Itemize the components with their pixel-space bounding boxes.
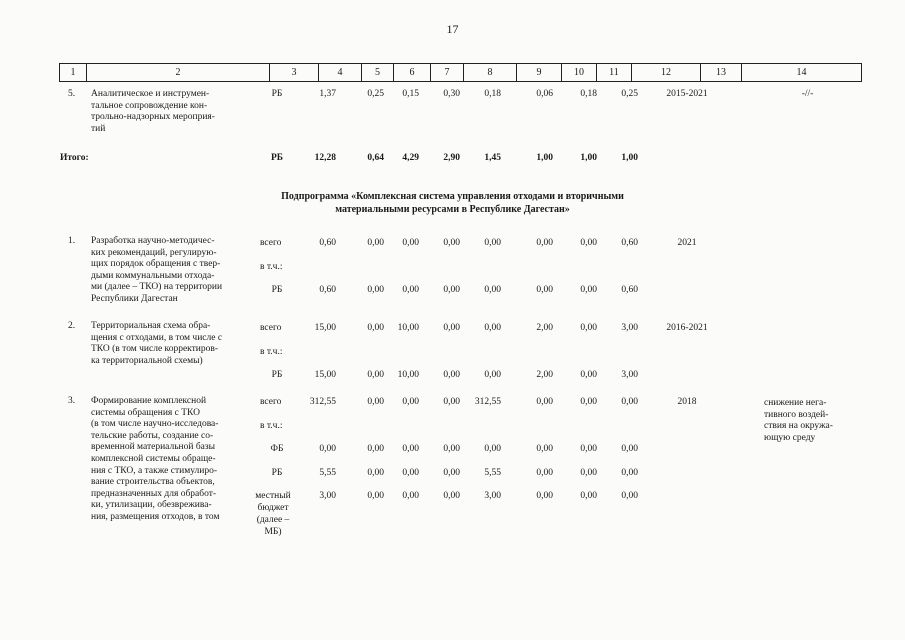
value-cell: 0,00 <box>443 468 460 478</box>
value-cell: 0,60 <box>319 285 336 295</box>
value-cell: 3,00 <box>621 323 638 333</box>
value-cell: 0,00 <box>580 397 597 407</box>
value-cell: 0,00 <box>402 444 419 454</box>
row-number: 3. <box>68 396 76 406</box>
value-cell: 0,00 <box>367 370 384 380</box>
value-cell: 0,00 <box>580 285 597 295</box>
value-cell: 0,00 <box>580 468 597 478</box>
value-cell: 10,00 <box>397 370 419 380</box>
value-cell: 0,00 <box>367 323 384 333</box>
value-cell: 0,00 <box>367 397 384 407</box>
value-cell: 0,00 <box>367 238 384 248</box>
value-cell: 0,00 <box>536 468 553 478</box>
row-label: всего <box>260 238 282 248</box>
value-cell: 0,00 <box>367 468 384 478</box>
value-cell: 0,00 <box>443 323 460 333</box>
value-cell: 12,28 <box>314 153 336 163</box>
row-number: 2. <box>68 321 76 331</box>
value-cell: 0,00 <box>484 370 501 380</box>
value-cell: 0,00 <box>536 238 553 248</box>
value-cell: 0,00 <box>580 444 597 454</box>
column-header: 9 <box>517 64 562 82</box>
row-number: 5. <box>68 89 76 99</box>
row-description: Аналитическое и инструмен- тальное сопровождение кон- трольно-надзорных мероприя- тий <box>91 89 215 134</box>
value-cell: 2,00 <box>536 370 553 380</box>
value-cell: 0,00 <box>443 397 460 407</box>
value-cell: 0,18 <box>580 89 597 99</box>
value-cell: 0,00 <box>402 285 419 295</box>
value-cell: 3,00 <box>621 370 638 380</box>
value-cell: 0,60 <box>621 238 638 248</box>
value-cell: 0,00 <box>536 444 553 454</box>
row-label: РБ <box>271 468 283 478</box>
row-description: Формирование комплексной системы обращения с ТКО (в том числе научно-исследова- тельские работы, создание со- временной материальной базы комплексной системы обраще- ния с ТКО, а также стимулиро- вание строительства объектов, предназначенных для обработ- ки, утилизации, обезврежива- ния, размещения отходов, в том <box>91 396 220 522</box>
value-cell: 0,00 <box>367 285 384 295</box>
value-cell: 0,00 <box>443 285 460 295</box>
value-cell: 312,55 <box>474 397 501 407</box>
value-cell: 1,45 <box>484 153 501 163</box>
result: -//- <box>801 89 814 99</box>
row-label: местный бюджет (далее – МБ) <box>255 491 291 537</box>
value-cell: 1,37 <box>319 89 336 99</box>
column-header: 8 <box>464 64 517 82</box>
column-header: 6 <box>394 64 431 82</box>
column-header: 14 <box>742 64 862 82</box>
value-cell: 0,00 <box>443 370 460 380</box>
value-cell: 0,00 <box>443 444 460 454</box>
value-cell: 5,55 <box>484 468 501 478</box>
value-cell: 15,00 <box>314 370 336 380</box>
funding-source: РБ <box>270 153 284 163</box>
value-cell: 0,00 <box>484 444 501 454</box>
value-cell: 0,60 <box>621 285 638 295</box>
value-cell: 0,00 <box>367 491 384 501</box>
period: 2018 <box>677 397 697 407</box>
value-cell: 0,00 <box>621 444 638 454</box>
column-header: 11 <box>597 64 632 82</box>
total-label: Итого: <box>60 153 89 163</box>
value-cell: 0,30 <box>443 89 460 99</box>
value-cell: 0,18 <box>484 89 501 99</box>
value-cell: 1,00 <box>536 153 553 163</box>
column-header: 4 <box>319 64 362 82</box>
value-cell: 0,00 <box>443 238 460 248</box>
result: снижение нега- тивного воздей- ствия на окружа- ющую среду <box>764 398 833 443</box>
value-cell: 0,00 <box>402 491 419 501</box>
value-cell: 2,90 <box>443 153 460 163</box>
value-cell: 0,00 <box>621 468 638 478</box>
value-cell: 312,55 <box>309 397 336 407</box>
row-description: Разработка научно-методичес- ких рекомендаций, регулирую- щих порядок обращения с твер- дыми коммунальными отхода- ми (далее – ТКО) на территории Республики Дагестан <box>91 236 223 304</box>
row-label: ФБ <box>270 444 284 454</box>
row-label: РБ <box>271 370 283 380</box>
column-header: 2 <box>87 64 270 82</box>
value-cell: 0,00 <box>484 285 501 295</box>
value-cell: 0,00 <box>402 238 419 248</box>
row-label: в т.ч.: <box>260 421 283 431</box>
column-header: 10 <box>562 64 597 82</box>
value-cell: 2,00 <box>536 323 553 333</box>
row-label: РБ <box>271 285 283 295</box>
value-cell: 3,00 <box>319 491 336 501</box>
value-cell: 10,00 <box>397 323 419 333</box>
value-cell: 5,55 <box>319 468 336 478</box>
value-cell: 0,00 <box>580 370 597 380</box>
value-cell: 0,00 <box>367 444 384 454</box>
value-cell: 0,00 <box>621 491 638 501</box>
value-cell: 0,06 <box>536 89 553 99</box>
row-label: всего <box>260 397 282 407</box>
period: 2015-2021 <box>666 89 708 99</box>
value-cell: 0,00 <box>319 444 336 454</box>
value-cell: 4,29 <box>402 153 419 163</box>
value-cell: 0,00 <box>536 397 553 407</box>
value-cell: 0,00 <box>484 238 501 248</box>
value-cell: 0,15 <box>402 89 419 99</box>
value-cell: 1,00 <box>621 153 638 163</box>
row-label: всего <box>260 323 282 333</box>
row-label: в т.ч.: <box>260 347 283 357</box>
value-cell: 0,00 <box>484 323 501 333</box>
page-number: 17 <box>446 22 459 36</box>
column-header: 13 <box>701 64 742 82</box>
value-cell: 0,60 <box>319 238 336 248</box>
period: 2016-2021 <box>666 323 708 333</box>
value-cell: 0,00 <box>536 285 553 295</box>
value-cell: 0,64 <box>367 153 384 163</box>
value-cell: 0,25 <box>367 89 384 99</box>
value-cell: 1,00 <box>580 153 597 163</box>
value-cell: 3,00 <box>484 491 501 501</box>
column-header: 7 <box>431 64 464 82</box>
row-description: Территориальная схема обра- щения с отходами, в том числе с ТКО (в том числе корректиров- ка территориальной схемы) <box>91 321 223 366</box>
value-cell: 0,00 <box>580 238 597 248</box>
value-cell: 0,25 <box>621 89 638 99</box>
column-header: 1 <box>60 64 87 82</box>
column-header: 12 <box>632 64 701 82</box>
value-cell: 0,00 <box>621 397 638 407</box>
column-header: 3 <box>270 64 319 82</box>
value-cell: 15,00 <box>314 323 336 333</box>
row-number: 1. <box>68 236 76 246</box>
row-label: в т.ч.: <box>260 262 283 272</box>
value-cell: 0,00 <box>443 491 460 501</box>
value-cell: 0,00 <box>580 491 597 501</box>
period: 2021 <box>677 238 697 248</box>
column-header-row <box>59 63 862 82</box>
value-cell: 0,00 <box>536 491 553 501</box>
funding-source: РБ <box>271 89 283 99</box>
value-cell: 0,00 <box>580 323 597 333</box>
subprogram-title: Подпрограмма «Комплексная система управления отходами и вторичными материальными ресурсами в Республике Дагестан» <box>281 191 624 215</box>
value-cell: 0,00 <box>402 397 419 407</box>
value-cell: 0,00 <box>402 468 419 478</box>
column-header: 5 <box>362 64 394 82</box>
